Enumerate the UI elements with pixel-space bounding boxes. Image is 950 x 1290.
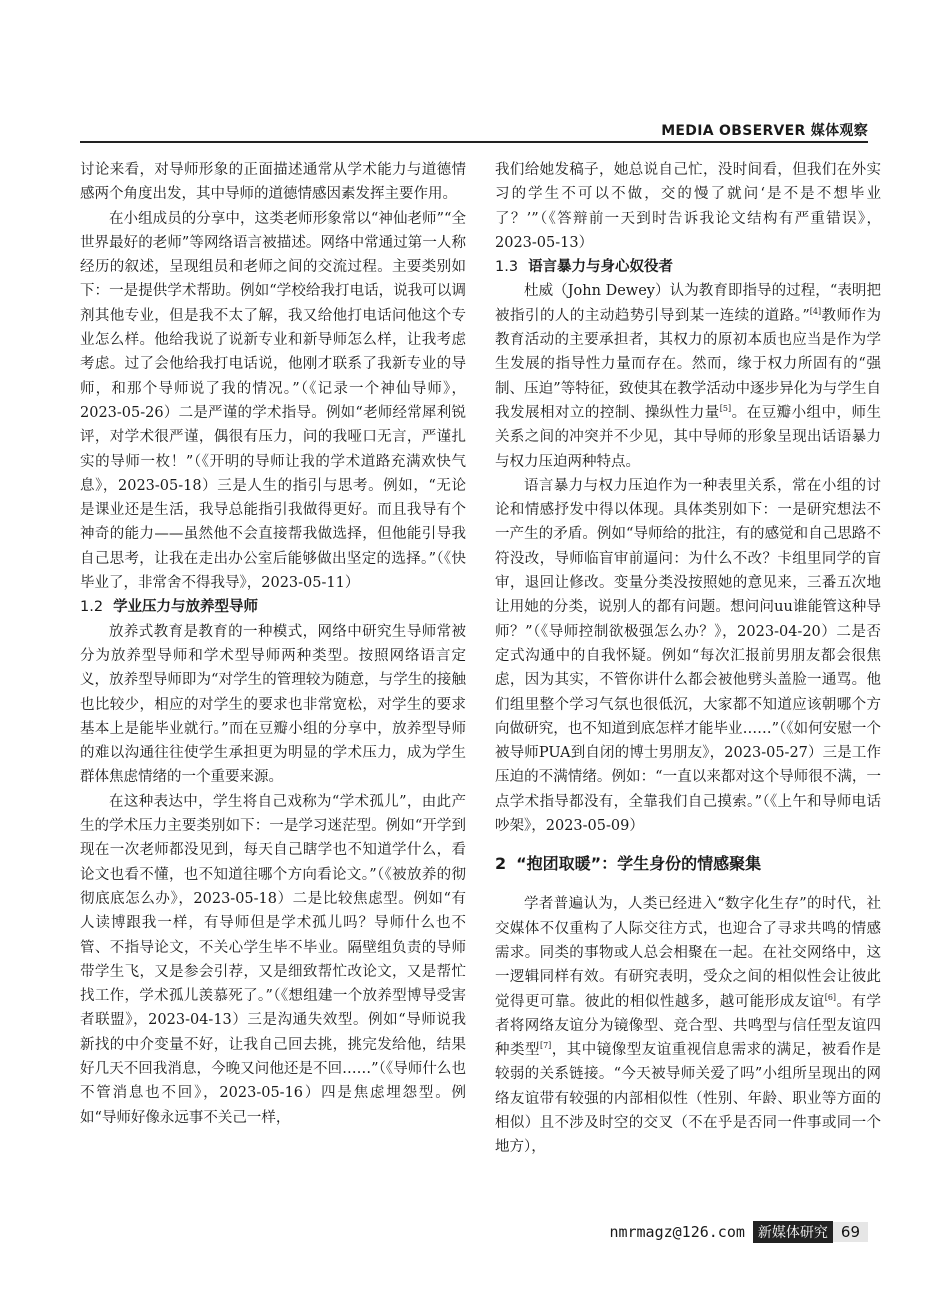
subsection-number: 1.3 — [495, 259, 519, 276]
paragraph: 语言暴力与权力压迫作为一种表里关系，常在小组的讨论和情感抒发中得以体现。具体类别如下：一是研究想法不一产生的矛盾。例如“导师给的批注，有的感觉和自己思路不符没改，导师临盲审前逼问：为什么不改？卡组里同学的盲审，退回让修改。变量分类没按照她的意见来，三番五次地让用她的分类，说别人的都有问题。想问问uu谁能管这种导师？”（《导师控制欲极强怎么办？》，2023-04-20）二是否定式沟通中的自我怀疑。例如“每次汇报前男朋友都会很焦虑，因为其实，不管你讲什么都会被他劈头盖脸一通骂。他们组里整个学习气氛也很低沉，大家都不知道应该朝哪个方向做研究，也不知道到底怎样才能毕业……”（《如何安慰一个被导师PUA到自闭的博士男朋友》，2023-05-27）三是工作压迫的不满情绪。例如：“一直以来都对这个导师很不满，一点学术指导都没有，全靠我们自己摸索。”（《上午和导师电话吵架》，2023-05-09） — [495, 477, 881, 835]
paragraph: 放养式教育是教育的一种模式，网络中研究生导师常被分为放养型导师和学术型导师两种类型。按照网络语言定义，放养型导师即为“对学生的管理较为随意，与学生的接触也比较少，相应的对学生的要求也非常宽松，对学生的要求基本上是能毕业就行。”而在豆瓣小组的分享中，放养型导师的难以沟通往往使学生承担更为明显的学术压力，成为学生群体焦虑情绪的一个重要来源。 — [80, 623, 466, 786]
section-heading — [495, 852, 881, 876]
section-number: 2 — [495, 854, 507, 874]
text-run: 。在豆瓣小组中，师生关系之间的冲突并不少见，其中导师的形象呈现出话语暴力与权力压迫两种特点。 — [495, 404, 882, 470]
text-run: 杜威（John Dewey）认为教育即指导的过程，“表明把被指引的人的主动趋势引导到某一连续的道路。” — [495, 283, 881, 324]
text-run: 学者普遍认为，人类已经进入“数字化生存”的时代，社交媒体不仅重构了人际交往方式，也迎合了寻求共鸣的情感需求。同类的事物或人总会相聚在一起。在社交网络中，这一逻辑同样有效。有研究表明，受众之间的相似性会让彼此觉得更可靠。彼此的相似性越多，越可能形成友谊 — [495, 896, 881, 1010]
subsection-title: 语言暴力与身心奴役者 — [528, 259, 674, 276]
citation-ref: [7] — [539, 1041, 552, 1051]
citation-ref: [5] — [719, 404, 732, 414]
footer-journal-name: 新媒体研究 — [753, 1221, 833, 1243]
page-number: 69 — [833, 1222, 868, 1242]
text-run: 。有学者将网络友谊分为镜像型、竞合型、共鸣型与信任型友谊四种类型 — [495, 993, 882, 1059]
citation-ref: [6] — [824, 992, 837, 1002]
running-header: MEDIA OBSERVER 媒体观察 — [661, 123, 868, 139]
subsection-heading — [495, 255, 881, 279]
citation-ref: [4] — [809, 306, 822, 316]
paragraph: 在这种表达中，学生将自己戏称为“学术孤儿”，由此产生的学术压力主要类别如下：一是学习迷茫型。例如“开学到现在一次老师都没见到，每天自己瞎学也不知道学什么，看论文也看不懂，也不知道往哪个方向看论文。”（《被放养的彻彻底底怎么办》，2023-05-18）二是比较焦虑型。例如“有人读博跟我一样，有导师但是学术孤儿吗？导师什么也不管、不指导论文，不关心学生毕不毕业。隔壁组负责的导师带学生飞，又是参会引荐，又是细致帮忙改论文，又是帮忙找工作，学术孤儿羡慕死了。”（《想组建一个放养型博导受害者联盟》，2023-04-13）三是沟通失效型。例如“导师说我新找的中介变量不好，让我自己回去挑，挑完发给他，结果好几天不回我消息，今晚又问他还是不回……”（《导师什么也不管消息也不回》，2023-05-16）四是焦虑埋怨型。例如“导师好像永远事不关己一样， — [80, 793, 466, 1126]
header-rule — [80, 141, 868, 143]
right-column — [495, 158, 881, 1160]
paragraph — [495, 279, 881, 473]
paragraph: 在小组成员的分享中，这类老师形象常以“神仙老师”“全世界最好的老师”等网络语言被描述。网络中常通过第一人称经历的叙述，呈现组员和老师之间的交流过程。主要类别如下：一是提供学术帮助。例如“学校给我打电话，说我可以调剂其他专业，但是我不太了解，我又给他打电话问他这个专业怎么样。他给我说了说新专业和新导师怎么样，让我考虑考虑。过了会他给我打电话说，他刚才联系了我新专业的导师，和那个导师说了我的情况。”（《记录一个神仙导师》，2023-05-26）二是严谨的学术指导。例如“老师经常犀利锐评，对学术很严谨，偶很有压力，问的我哑口无言，严谨扎实的导师一枚！”（《开明的导师让我的学术道路充满欢快气息》，2023-05-18）三是人生的指引与思考。例如，“无论是课业还是生活，我导总能指引我做得更好。而且我导有个神奇的能力——虽然他不会直接帮我做选择，但他能引导我自己思考，让我在走出办公室后能够做出坚定的选择。”（《快毕业了，非常舍不得我导》，2023-05-11） — [80, 210, 466, 592]
text-run: ，其中镜像型友谊重视信息需求的满足，被看作是较弱的关系链接。“今天被导师关爱了吗”小组所呈现出的网络友谊带有较强的内部相似性（性别、年龄、职业等方面的相似）且不涉及时空的交叉（不在乎是否同一件事或同一个地方）， — [495, 1042, 882, 1156]
subsection-number: 1.2 — [80, 599, 104, 616]
page-footer — [609, 1221, 868, 1243]
paragraph: 我们给她发稿子，她总说自己忙，没时间看，但我们在外实习的学生不可以不做，交的慢了就问‘是不是不想毕业了？’”（《答辩前一天到时告诉我论文结构有严重错误》，2023-05-13） — [495, 162, 881, 251]
left-column — [80, 158, 466, 1130]
subsection-title: 学业压力与放养型导师 — [113, 599, 259, 616]
paragraph — [495, 892, 881, 1159]
section-title: “抱团取暖”：学生身份的情感聚集 — [516, 854, 762, 874]
text-run: 教师作为教育活动的主要承担者，其权力的原初本质也应当是作为学生发展的指导性力量而存在。然而，缘于权力所固有的“强制、压迫”等特征，致使其在教学活动中逐步异化为与学生自我发展相对立的控制、操纵性力量 — [495, 307, 881, 421]
footer-email: nmrmagz@126.com — [609, 1223, 745, 1241]
paragraph: 讨论来看，对导师形象的正面描述通常从学术能力与道德情感两个角度出发，其中导师的道德情感因素发挥主要作用。 — [80, 162, 466, 203]
subsection-heading — [80, 595, 466, 619]
